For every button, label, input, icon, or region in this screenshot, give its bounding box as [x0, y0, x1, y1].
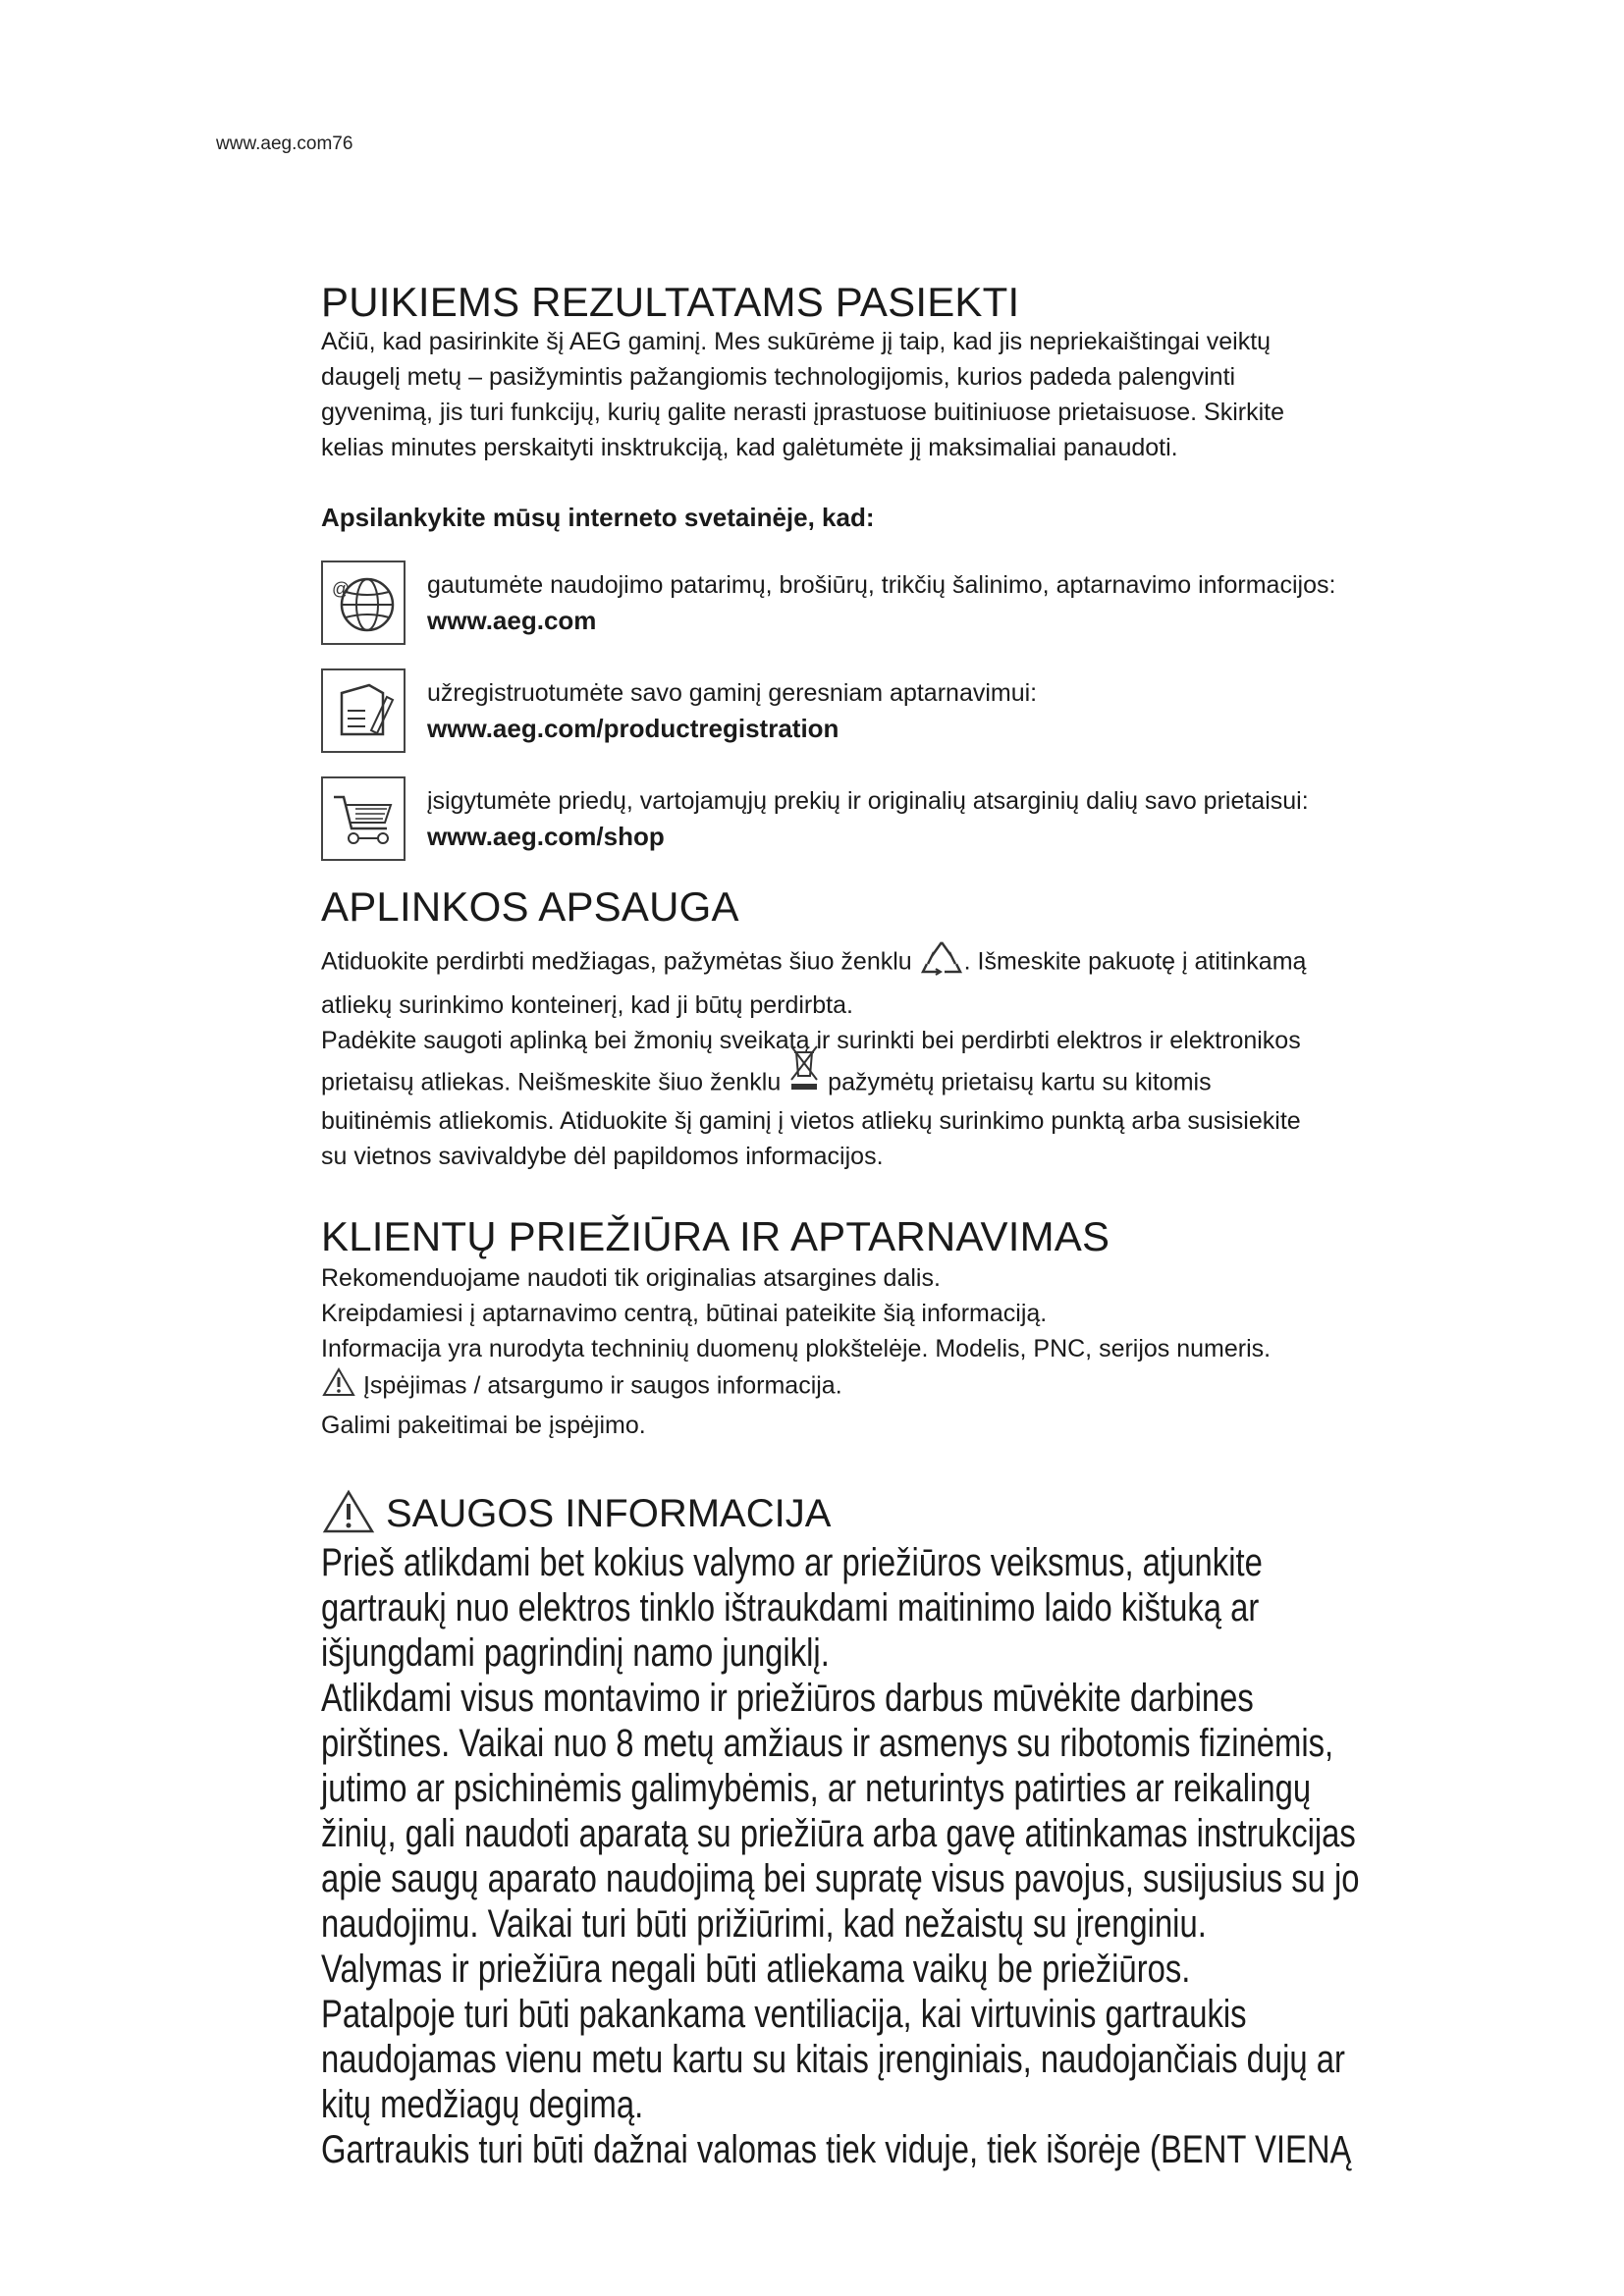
link-description: užregistruotumėte savo gaminį geresniam aptarnavimui: — [427, 679, 1038, 707]
intro-line: Ačiū, kad pasirinkite šį AEG gaminį. Mes sukūrėme jį taip, kad jis nepriekaištingai veiktų — [321, 328, 1272, 355]
warning-icon — [321, 1366, 356, 1408]
safety-heading — [321, 1488, 1529, 1540]
safety-line: naudojimu. Vaikai turi būti prižiūrimi, kad nežaistų su įrenginiu. — [321, 1902, 1207, 1946]
intro-line: daugelį metų – pasižymintis pažangiomis technologijomis, kurios padeda palengvinti — [321, 363, 1236, 391]
link-description: įsigytumėte priedų, vartojamųjų prekių ir originalių atsarginių dalių savo prietaisui: — [427, 787, 1309, 815]
customer-care-line — [321, 1366, 1529, 1408]
section-title-results: PUIKIEMS REZULTATAMS PASIEKTI — [321, 279, 1020, 325]
page-content — [321, 279, 1529, 2172]
environment-line: Padėkite saugoti aplinką bei žmonių sveikatą ir surinkti bei perdirbti elektros ir elektronikos — [321, 1027, 1301, 1054]
safety-line: Atlikdami visus montavimo ir priežiūros darbus mūvėkite darbines — [321, 1677, 1254, 1720]
section-title-customer-care: KLIENTŲ PRIEŽIŪRA IR APTARNAVIMAS — [321, 1213, 1110, 1259]
svg-text:@: @ — [332, 579, 351, 599]
customer-care-paragraph — [321, 1260, 1529, 1443]
section-title-environment: APLINKOS APSAUGA — [321, 883, 739, 930]
link-row-shop — [321, 775, 1529, 862]
environment-line: buitinėmis atliekomis. Atiduokite šį gaminį į vietos atliekų surinkimo punktą arba susisiekite — [321, 1107, 1301, 1135]
safety-line: Gartraukis turi būti dažnai valomas tiek viduje, tiek išorėje (BENT VIENĄ — [321, 2128, 1352, 2171]
environment-line — [321, 938, 1529, 988]
customer-care-line: Kreipdamiesi į aptarnavimo centrą, būtinai pateikite šią informaciją. — [321, 1300, 1048, 1327]
environment-text: . Išmeskite pakuotę į atitinkamą — [963, 947, 1307, 976]
crossed-bin-icon — [787, 1042, 821, 1103]
safety-line: gartraukį nuo elektros tinklo ištraukdami maitinimo laido kištuką ar — [321, 1586, 1260, 1629]
customer-care-line: Informacija yra nurodyta techninių duomenų plokštelėje. Modelis, PNC, serijos numeris. — [321, 1335, 1272, 1362]
globe-icon — [321, 561, 406, 645]
safety-line: Prieš atlikdami bet kokius valymo ar priežiūros veiksmus, atjunkite — [321, 1541, 1263, 1584]
safety-line: naudojamas vienu metu kartu su kitais įrenginiais, naudojančiais dujų ar — [321, 2038, 1345, 2081]
environment-paragraph — [321, 938, 1529, 1174]
safety-line: jutimo ar psichinėmis galimybėmis, ar neturintys patirties ar reikalingų — [321, 1767, 1312, 1810]
link-registration-url[interactable]: www.aeg.com/productregistration — [427, 714, 839, 743]
intro-line: kelias minutes perskaityti insktrukciją, kad galėtumėte jį maksimaliai panaudoti. — [321, 434, 1178, 461]
page-header: www.aeg.com76 — [216, 133, 353, 154]
recycle-icon — [919, 938, 964, 988]
warning-icon — [321, 1488, 376, 1540]
shopping-cart-icon — [321, 776, 406, 861]
safety-line: žinių, gali naudoti aparatą su priežiūra arba gavę atitinkamas instrukcijas — [321, 1812, 1356, 1855]
safety-line: kitų medžiagų degimą. — [321, 2083, 644, 2126]
link-row-support — [321, 560, 1529, 646]
link-support-url[interactable]: www.aeg.com — [427, 606, 597, 635]
safety-paragraph — [321, 1540, 1529, 2172]
customer-care-line: Galimi pakeitimai be įspėjimo. — [321, 1412, 646, 1439]
visit-heading: Apsilankykite mūsų interneto svetainėje, kad: — [321, 503, 875, 532]
environment-line — [321, 1064, 1529, 1103]
registration-icon — [321, 668, 406, 753]
safety-line: Valymas ir priežiūra negali būti atliekama vaikų be priežiūros. — [321, 1948, 1191, 1991]
warning-text: Įspėjimas / atsargumo ir saugos informacija. — [362, 1371, 842, 1400]
environment-text: Atiduokite perdirbti medžiagas, pažymėtas šiuo ženklu — [321, 947, 912, 976]
intro-paragraph — [321, 324, 1529, 465]
link-row-registration — [321, 667, 1529, 754]
safety-line: apie saugų aparato naudojimą bei supratę visus pavojus, susijusius su jo — [321, 1857, 1360, 1900]
environment-text: prietaisų atliekas. Neišmeskite šiuo ženklu — [321, 1068, 782, 1096]
safety-line: išjungdami pagrindinį namo jungiklį. — [321, 1631, 830, 1675]
link-description: gautumėte naudojimo patarimų, brošiūrų, trikčių šalinimo, aptarnavimo informacijos: — [427, 571, 1336, 599]
environment-line: su vietnos savivaldybe dėl papildomos informacijos. — [321, 1143, 884, 1170]
safety-line: pirštines. Vaikai nuo 8 metų amžiaus ir asmenys su ribotomis fizinėmis, — [321, 1722, 1334, 1765]
intro-line: gyvenimą, jis turi funkcijų, kurių galite nerasti įprastuose buitiniuose prietaisuose. Skirkite — [321, 399, 1285, 426]
safety-line: Patalpoje turi būti pakankama ventiliacija, kai virtuvinis gartraukis — [321, 1993, 1247, 2036]
link-shop-url[interactable]: www.aeg.com/shop — [427, 822, 665, 851]
section-title-safety: SAUGOS INFORMACIJA — [386, 1492, 832, 1535]
customer-care-line: Rekomenduojame naudoti tik originalias atsargines dalis. — [321, 1264, 941, 1292]
environment-line: atliekų surinkimo konteinerį, kad ji būtų perdirbta. — [321, 991, 853, 1019]
environment-text: pažymėtų prietaisų kartu su kitomis — [828, 1068, 1212, 1096]
